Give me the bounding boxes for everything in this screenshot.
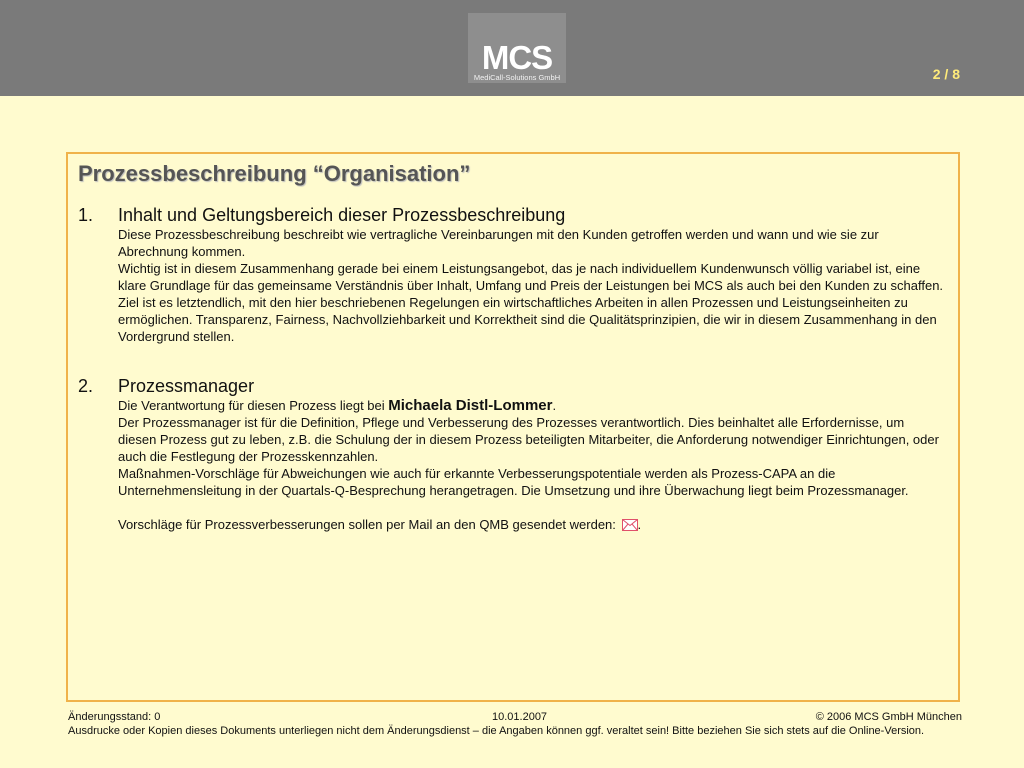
section-1-paragraph: Ziel ist es letztendlich, mit den hier beschriebenen Regelungen ein wirtschaftliches Arbeiten in allen Prozessen und Leistungseinheiten zu ermöglichen. Transparenz, Fairness, Nachvollziehbarkeit und Korrektheit sind die Qualitätsprinzipien, die wir in diesem Zusammenhang in den Vordergrund stellen. <box>118 295 937 344</box>
footer-disclaimer: Ausdrucke oder Kopien dieses Dokuments unterliegen nicht dem Änderungsdienst – die Angaben können ggf. veraltet sein! Bitte beziehen Sie sich stets auf die Online-Version. <box>68 725 925 737</box>
section-1-paragraph: Wichtig ist in diesem Zusammenhang gerade bei einem Leistungsangebot, das je nach individuellem Kundenwunsch völlig variabel ist, eine klare Grundlage für das gemeinsame Verständnis über Inhalt, Umfang und Preis der Leistungen bei MCS als auch bei den Kunden zu schaffen. <box>118 261 944 293</box>
section-2-title: Prozessmanager <box>118 376 255 396</box>
footer-date: 10.01.2007 <box>492 711 548 723</box>
mail-text: Vorschläge für Prozessverbesserungen sollen per Mail an den QMB gesendet werden: <box>118 517 616 532</box>
section-2-body <box>118 397 946 535</box>
envelope-icon[interactable] <box>622 518 638 535</box>
responsibility-line <box>118 397 946 414</box>
section-1-number: 1. <box>78 205 94 225</box>
section-1 <box>78 204 946 345</box>
responsibility-prefix: Die Verantwortung für diesen Prozess liegt bei <box>118 398 389 413</box>
logo-text: MCS <box>481 39 553 76</box>
document-title: Prozessbeschreibung “Organisation” <box>78 161 471 186</box>
section-1-heading <box>78 204 946 226</box>
content-box <box>66 152 960 702</box>
footer-meta <box>68 710 962 724</box>
header-bar <box>0 0 1024 96</box>
responsibility-suffix: . <box>552 398 557 413</box>
page-indicator: 2 / 8 <box>932 66 960 82</box>
spacer <box>118 499 946 516</box>
section-2-heading <box>78 375 946 397</box>
section-2-paragraph: Der Prozessmanager ist für die Definition, Pflege und Verbesserung des Prozesses verantwortlich. Dies beinhaltet alle Erfordernisse, um diesen Prozess gut zu leben, z.B. die Schulung der in diesem Prozess beteiligten Mitarbeiter, die Anforderung notwendiger Einrichtungen, oder auch die Festlegung der Prozesskennzahlen. <box>118 415 939 464</box>
copyright-label: © 2006 MCS GmbH München <box>815 711 962 723</box>
section-2 <box>78 375 946 535</box>
section-1-title: Inhalt und Geltungsbereich dieser Prozessbeschreibung <box>118 205 566 225</box>
section-1-body <box>118 226 946 345</box>
mcs-logo <box>468 13 566 83</box>
section-1-paragraph: Diese Prozessbeschreibung beschreibt wie vertragliche Vereinbarungen mit den Kunden getroffen werden und wann und wie sie zur Abrechnung kommen. <box>118 227 879 259</box>
revision-label: Änderungsstand: 0 <box>68 711 161 723</box>
mail-suffix: . <box>637 517 642 532</box>
logo-subtitle: MediCall-Solutions GmbH <box>473 73 561 82</box>
section-2-paragraph: Maßnahmen-Vorschläge für Abweichungen wie auch für erkannte Verbesserungspotentiale werden als Prozess-CAPA an die Unternehmensleitung in der Quartals-Q-Besprechung herangetragen. Die Umsetzung und ihre Überwachung liegt beim Prozessmanager. <box>118 466 909 498</box>
section-2-number: 2. <box>78 376 94 396</box>
responsible-person: Michaela Distl-Lommer <box>388 397 553 414</box>
mail-line <box>118 516 946 535</box>
